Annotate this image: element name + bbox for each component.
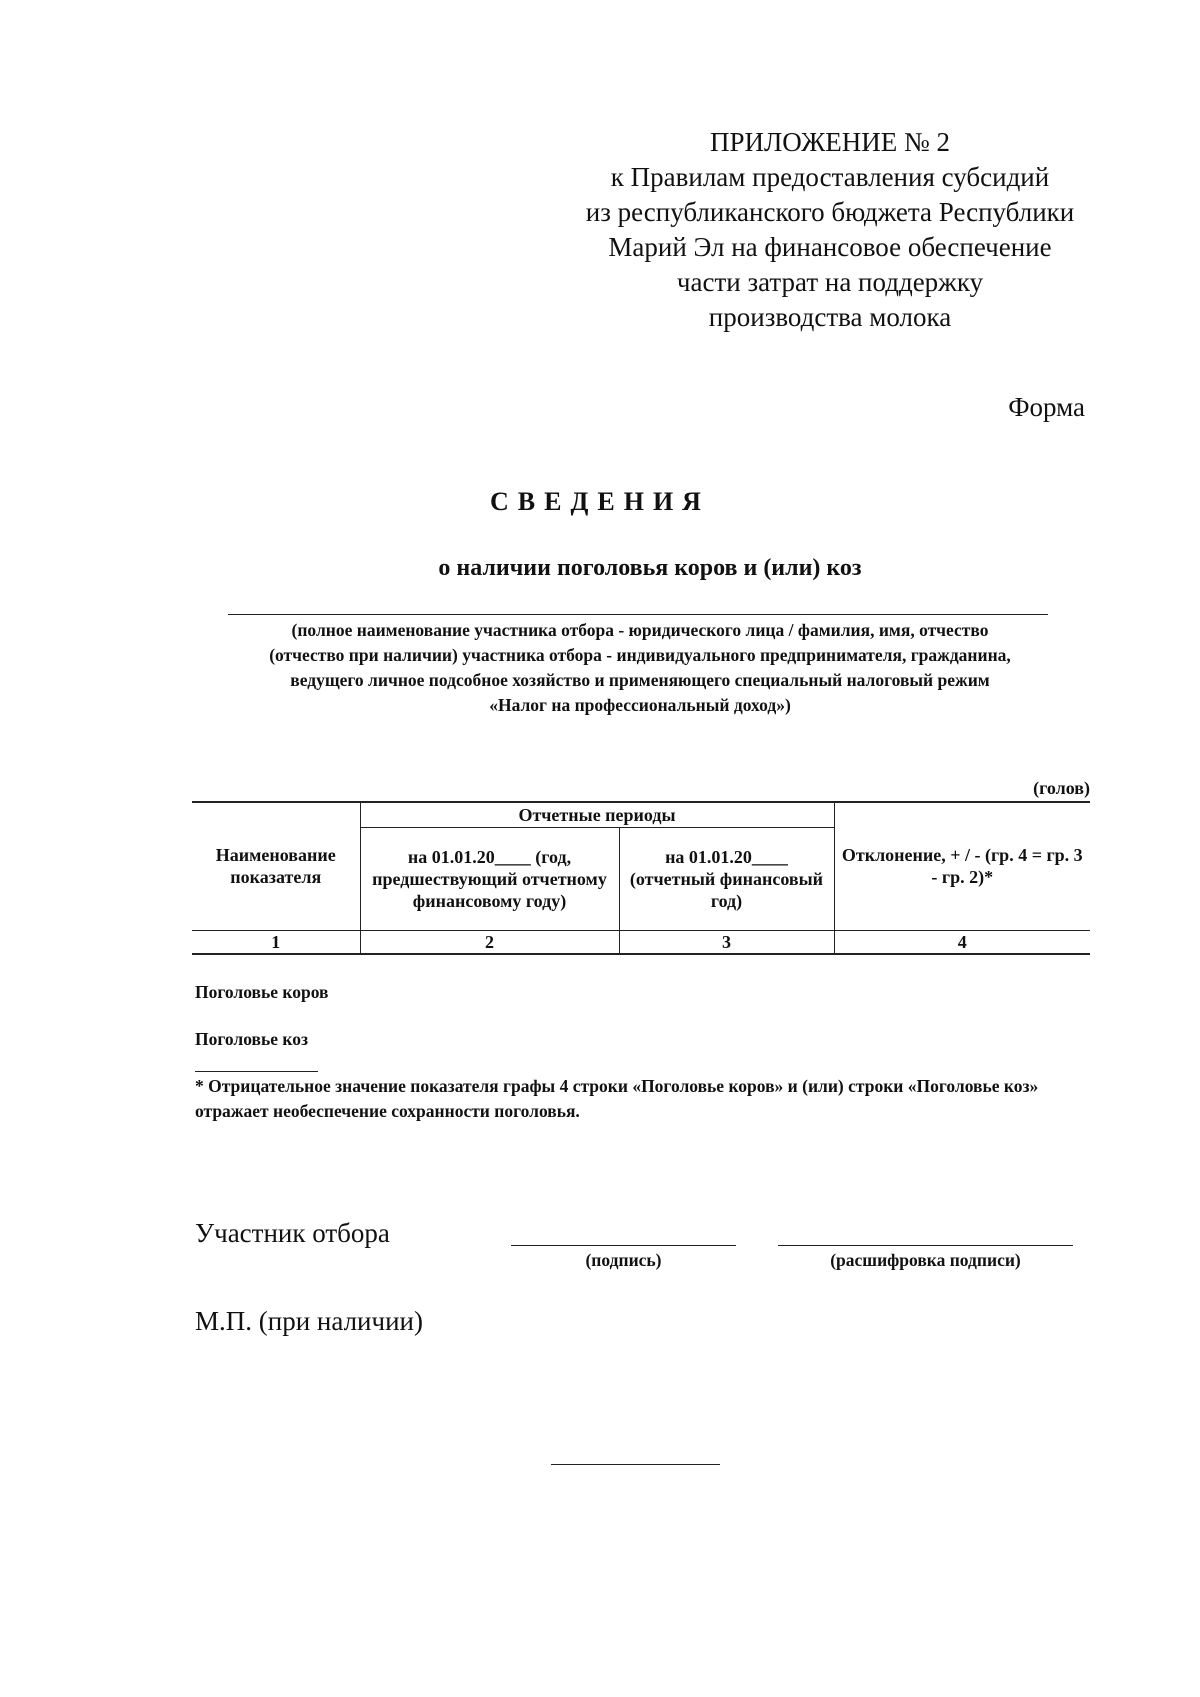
row-label-cows: Поголовье коров [195,982,329,1002]
units-label: (голов) [1033,778,1090,798]
column-number: 3 [619,930,834,954]
footnote-divider [195,1071,318,1072]
column-number: 2 [360,930,619,954]
header-previous-year: на 01.01.20____ (год, предшествующий отчетному финансовому году) [360,827,619,930]
document-title: СВЕДЕНИЯ [490,487,710,516]
bottom-divider [551,1464,720,1465]
appendix-line: Марий Эл на финансовое обеспечение [608,232,1052,262]
note-line: (полное наименование участника отбора - юридического лица / фамилия, имя, отчество [291,620,989,640]
participant-name-note [200,618,1080,718]
participant-name-field-line[interactable] [228,614,1048,615]
header-deviation: Отклонение, + / - (гр. 4 = гр. 3 - гр. 2)* [834,802,1090,930]
appendix-line: к Правилам предоставления субсидий [610,162,1050,192]
signature-decode-caption: (расшифровка подписи) [830,1250,1021,1270]
column-number: 4 [834,930,1090,954]
stamp-label: М.П. (при наличии) [195,1306,423,1336]
appendix-line: производства молока [708,302,952,332]
document-subtitle: о наличии поголовья коров и (или) коз [438,555,862,581]
signature-decode-line[interactable] [778,1245,1073,1246]
livestock-table [192,801,1090,955]
appendix-line: из республиканского бюджета Республики [585,197,1075,227]
note-line: «Налог на профессиональный доход») [489,695,791,715]
row-label-goats: Поголовье коз [195,1029,309,1049]
signature-line[interactable] [511,1245,736,1246]
column-number: 1 [192,930,360,954]
appendix-title: ПРИЛОЖЕНИЕ № 2 [709,127,951,157]
participant-label: Участник отбора [195,1218,390,1248]
header-indicator-name: Наименование показателя [192,802,360,930]
header-reporting-periods: Отчетные периоды [360,802,834,827]
note-line: (отчество при наличии) участника отбора - индивидуального предпринимателя, гражданина, [269,645,1011,665]
signature-caption: (подпись) [585,1250,662,1270]
header-reporting-year: на 01.01.20____ (отчетный финансовый год) [619,827,834,930]
note-line: ведущего личное подсобное хозяйство и применяющего специальный налоговый режим [290,670,990,690]
footnote: * Отрицательное значение показателя графы 4 строки «Поголовье коров» и (или) строки «Поголовье коз» отражает необеспечение сохранности поголовья. [195,1076,1039,1121]
appendix-line: части затрат на поддержку [676,267,984,297]
appendix-header [560,125,1100,335]
form-label: Форма [1008,392,1085,422]
